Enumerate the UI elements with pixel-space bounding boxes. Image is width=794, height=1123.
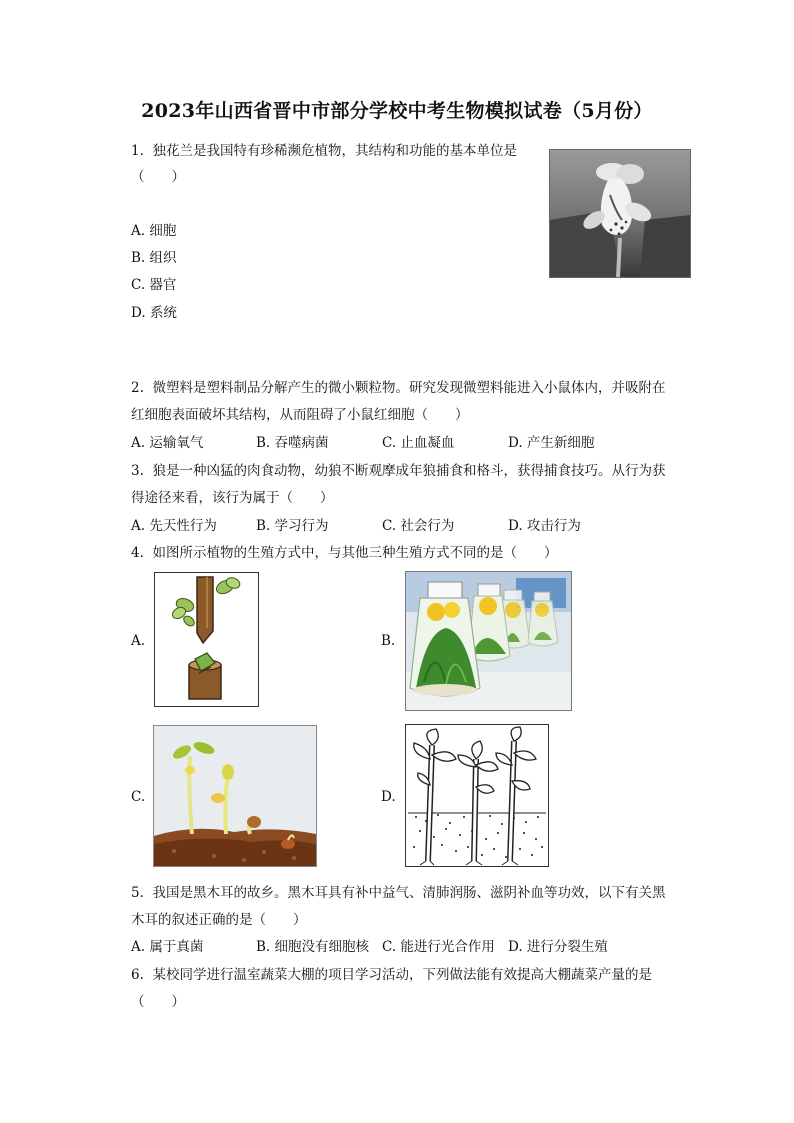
q1-option-b: B. 组织 [131,250,177,266]
q1-option-c: C. 器官 [131,277,177,293]
q6-stem-line-1 [131,963,652,983]
q3-stem-line-1 [131,459,665,479]
q5-option-c: C. 能进行光合作用 [382,939,495,955]
q2-stem-line-1 [131,376,665,396]
cutting-figure [405,724,549,867]
q4-text-1: 如图所示植物的生殖方式中，与其他三种生殖方式不同的是（ ） [152,545,558,561]
q4-label-a: A. [131,633,146,649]
q5-option-a: A. 属于真菌 [131,939,204,955]
q2-option-a: A. 运输氧气 [131,435,204,451]
q4-label-d: D. [381,789,396,805]
grafting-figure [154,572,259,707]
q4-stem-line-1 [131,541,557,561]
q2-stem-line-2: 红细胞表面破坏其结构，从而阻碍了小鼠红细胞（ ） [131,407,469,423]
q6-text-1: 某校同学进行温室蔬菜大棚的项目学习活动，下列做法能有效提高大棚蔬菜产量的是 [152,967,652,983]
q6-stem-line-2: （ ） [131,994,185,1010]
q2-number: 2. [131,380,144,396]
q3-stem-line-2: 得途径来看，该行为属于（ ） [131,490,334,506]
q3-option-a: A. 先天性行为 [131,518,217,534]
q2-option-c: C. 止血凝血 [382,435,455,451]
q5-option-d: D. 进行分裂生殖 [508,939,608,955]
seedling-photo [153,725,317,867]
q2-option-b: B. 吞噬病菌 [256,435,329,451]
q1-stem-line-2: （ ） [131,169,185,185]
q5-text-1: 我国是黑木耳的故乡。黑木耳具有补中益气、清肺润肠、滋阴补血等功效，以下有关黑 [152,885,666,901]
q2-option-d: D. 产生新细胞 [508,435,595,451]
q3-number: 3. [131,463,144,479]
q3-text-1: 狼是一种凶猛的肉食动物，幼狼不断观摩成年狼捕食和格斗，获得捕食技巧。从行为获 [152,463,666,479]
q6-number: 6. [131,967,144,983]
q3-option-d: D. 攻击行为 [508,518,581,534]
q3-option-b: B. 学习行为 [256,518,329,534]
q2-text-1: 微塑料是塑料制品分解产生的微小颗粒物。研究发现微塑料能进入小鼠体内，并吸附在 [152,380,666,396]
q4-label-c: C. [131,789,146,805]
q1-number: 1. [131,143,144,159]
q5-option-b: B. 细胞没有细胞核 [256,939,370,955]
page-title: 2023年山西省晋中市部分学校中考生物模拟试卷（5月份） [141,100,653,122]
q4-label-b: B. [381,633,396,649]
q1-stem-line-1 [131,139,517,159]
q1-option-a: A. 细胞 [131,223,177,239]
q1-text-1: 独花兰是我国特有珍稀濒危植物，其结构和功能的基本单位是 [152,143,517,159]
q1-option-d: D. 系统 [131,305,177,321]
q3-option-c: C. 社会行为 [382,518,455,534]
q4-number: 4. [131,545,144,561]
tissue-culture-photo [405,571,572,711]
orchid-photo [549,149,691,278]
q5-stem-line-1 [131,881,665,901]
q5-stem-line-2: 木耳的叙述正确的是（ ） [131,912,307,928]
q5-number: 5. [131,885,144,901]
